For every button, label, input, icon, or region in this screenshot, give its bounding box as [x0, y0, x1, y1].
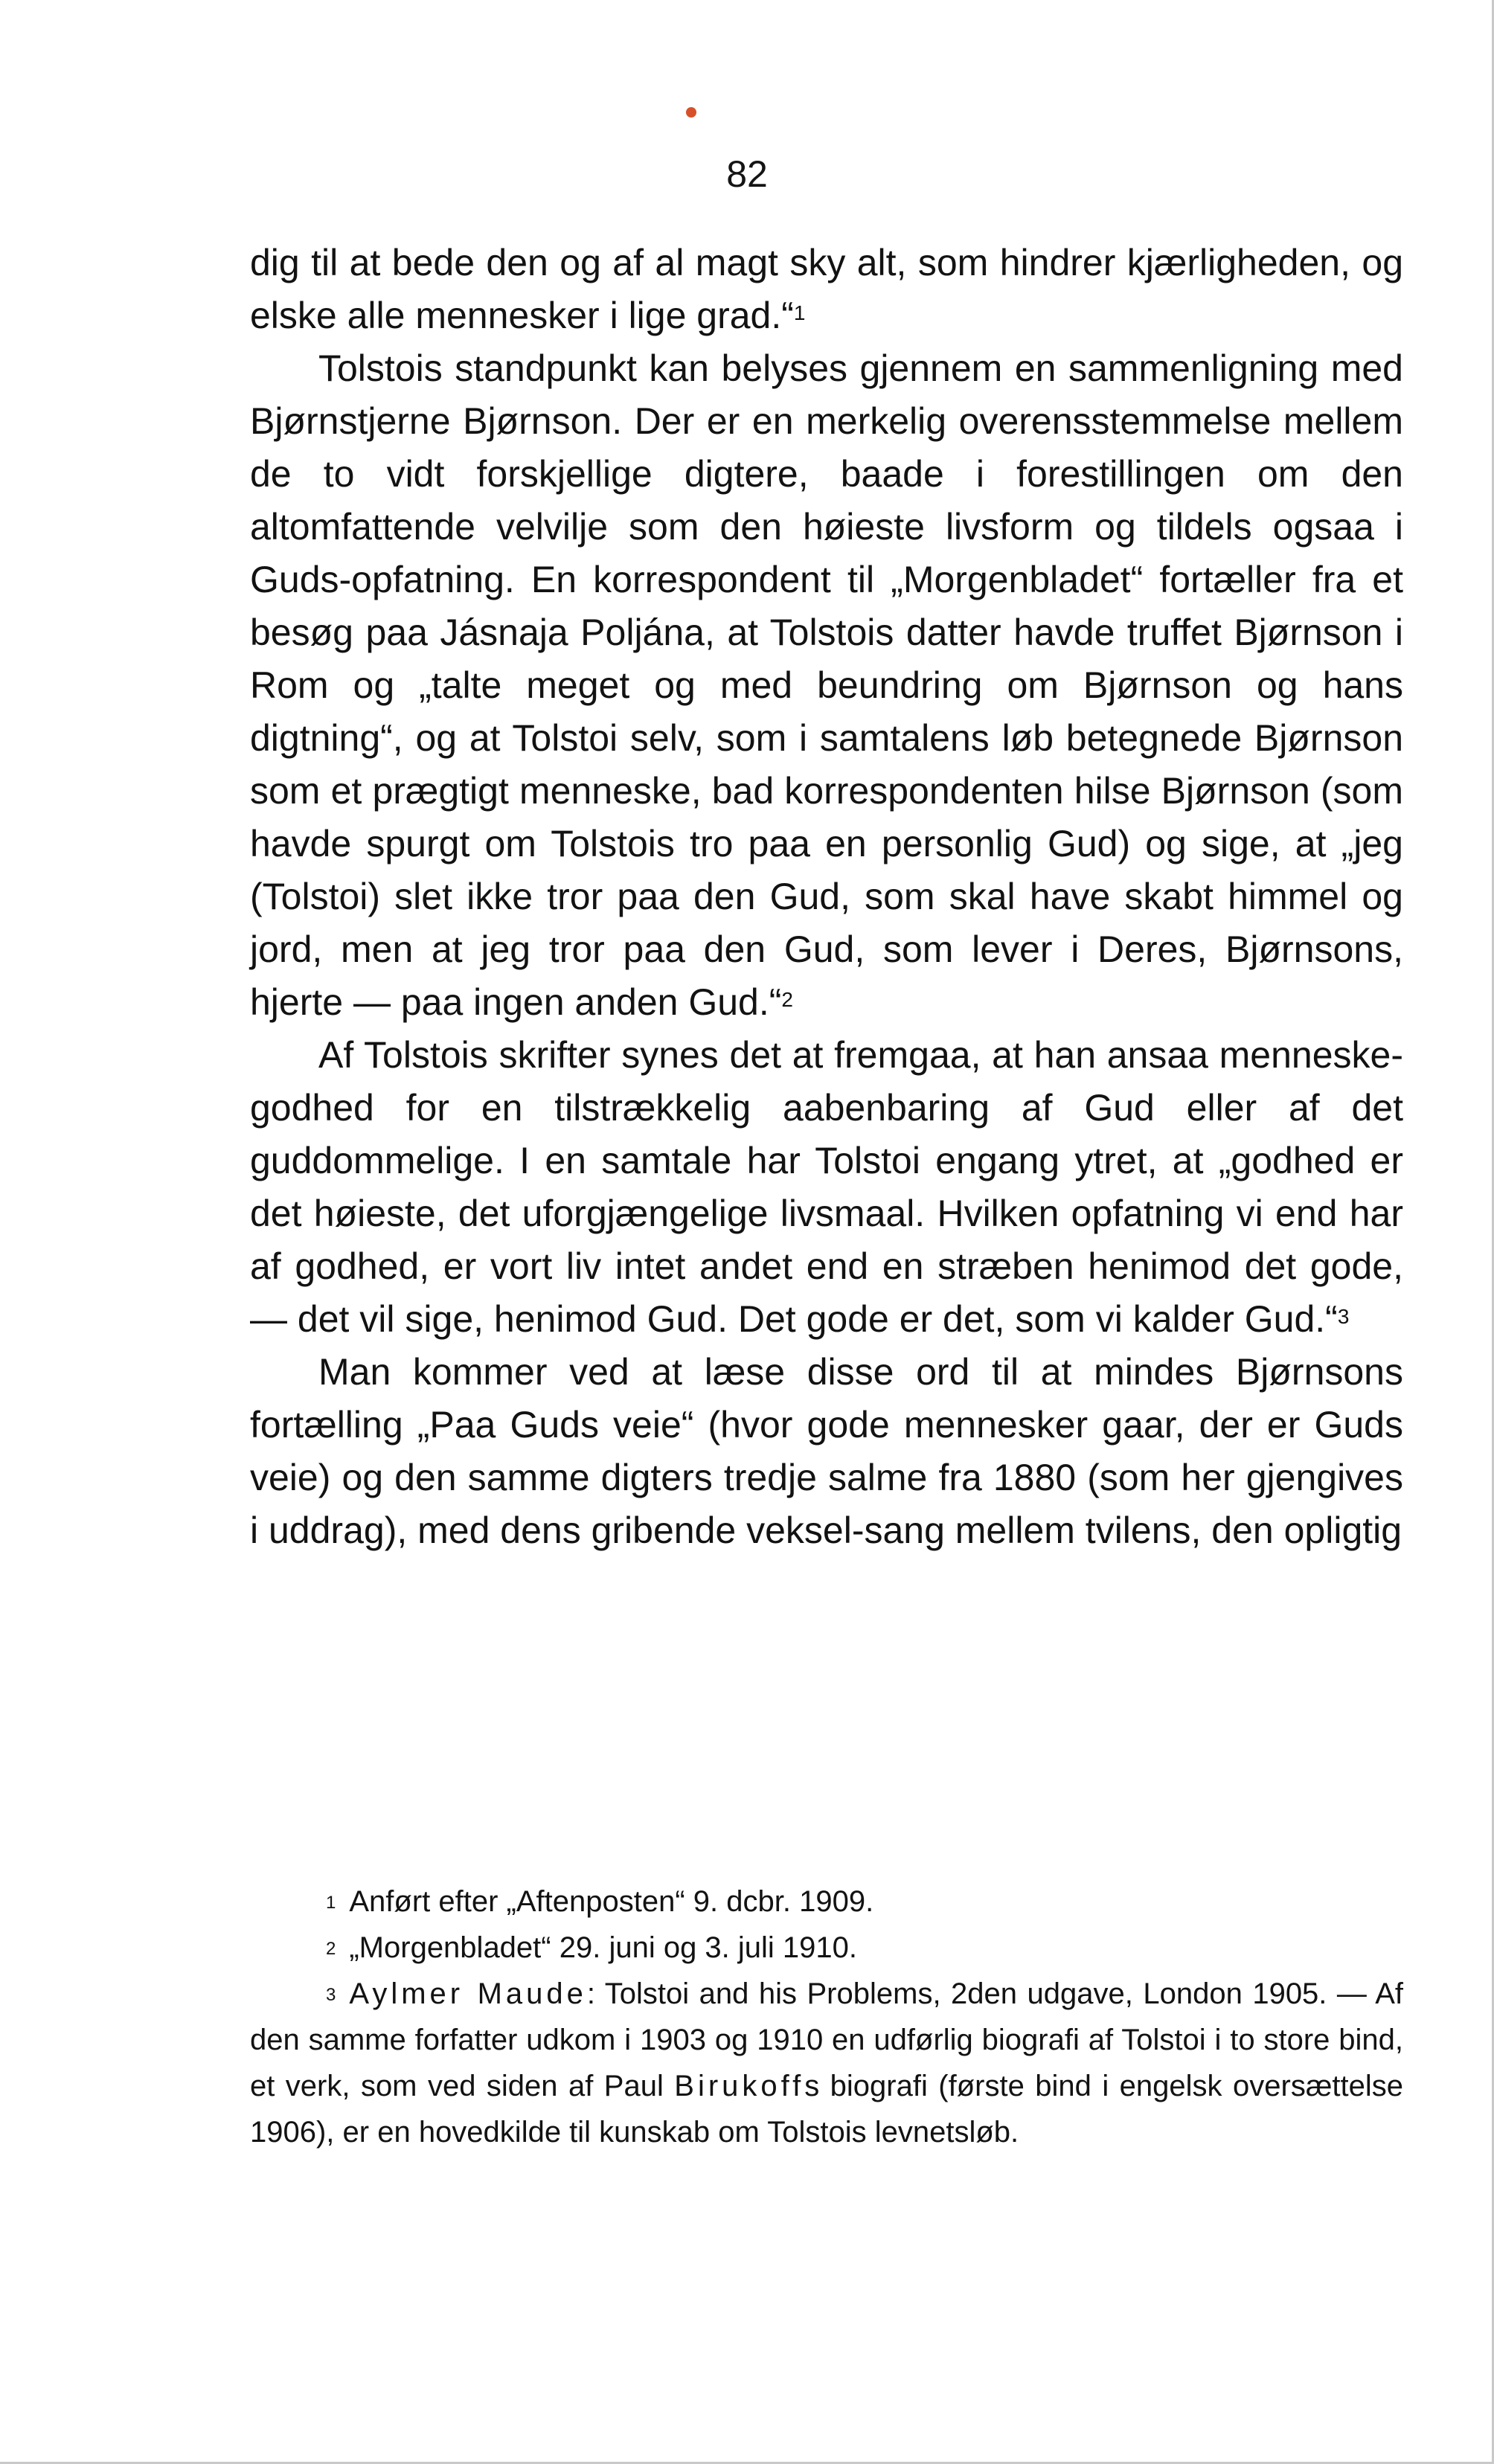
- paragraph-4-text: Man kommer ved at læse disse ord til at mindes Bjørnsons fortælling „Paa Guds veie“ (hvor gode mennesker gaar, der er Guds veie) og den samme digters tredje salme fra 1880 (som her gjengives i uddrag), med dens gribende veksel-sang mellem tvilens, den opligtig: [250, 1351, 1403, 1551]
- paragraph-3-text: Af Tolstois skrifter synes det at fremgaa, at han ansaa menneske-godhed for en tilstrækkelig aabenbaring af Gud eller af det guddommelige. I en samtale har Tolstoi engang ytret, at „godhed er det høieste, det uforgjængelige livsmaal. Hvilken opfatning vi end har af godhed, er vort liv intet andet end en stræben henimod det gode, — det vil sige, henimod Gud. Det gode er det, som vi kalder Gud.“: [250, 1034, 1403, 1340]
- footnote-2-mark: 2: [326, 1939, 336, 1959]
- footnotes: [250, 1879, 1403, 2155]
- ink-speck: [686, 107, 696, 118]
- footnote-2-text: „Morgenbladet“ 29. juni og 3. juli 1910.: [349, 1931, 858, 1964]
- footnote-1-text: Anført efter „Aftenposten“ 9. dcbr. 1909.: [349, 1885, 874, 1918]
- page-number: 82: [726, 153, 768, 195]
- paragraph-2-text: Tolstois standpunkt kan belyses gjennem en sammenligning med Bjørnstjerne Bjørnson. Der er en merkelig overensstemmelse mellem de to vidt forskjellige digtere, baade i forestillingen om den altomfattende velvilje som den høieste livsform og tildels ogsaa i Guds-opfatning. En korrespondent til „Morgenbladet“ fortæller fra et besøg paa Jásnaja Poljána, at Tolstois datter havde truffet Bjørnson i Rom og „talte meget og med beundring om Bjørnson og hans digtning“, og at Tolstoi selv, som i samtalens løb betegnede Bjørnson som et prægtigt menneske, bad korrespondenten hilse Bjørnson (som havde spurgt om Tolstois tro paa en personlig Gud) og sige, at „jeg (Tolstoi) slet ikke tror paa den Gud, som skal have skabt himmel og jord, men at jeg tror paa den Gud, som lever i Deres, Bjørnsons, hjerte — paa ingen anden Gud.“: [250, 347, 1403, 1023]
- footnote-3-text-b: s biografi (første bind i engelsk oversættelse 1906), er en hovedkilde til kunskab om Tolstois levnetsløb.: [250, 2070, 1403, 2149]
- paragraph-1-text: dig til at bede den og af al magt sky alt, som hindrer kjærligheden, og elske alle mennesker i lige grad.“: [250, 242, 1403, 336]
- footnote-3: [250, 1971, 1403, 2155]
- footnote-1-mark: 1: [326, 1893, 336, 1913]
- footnote-ref-2: 2: [781, 988, 793, 1011]
- footnote-3-mark: 3: [326, 1985, 336, 2005]
- footnote-2: [250, 1925, 1403, 1971]
- footnote-ref-3: 3: [1337, 1305, 1350, 1328]
- paragraph-1: [250, 237, 1403, 342]
- paragraph-2: [250, 342, 1403, 1029]
- paragraph-3: [250, 1029, 1403, 1346]
- footnote-1: [250, 1879, 1403, 1925]
- body-text: [250, 237, 1403, 1557]
- footnote-ref-1: 1: [793, 301, 806, 324]
- footnote-3-name-b: Birukoff: [674, 2070, 805, 2102]
- footnote-3-author: Aylmer Maude: [349, 1977, 587, 2010]
- paragraph-4: [250, 1346, 1403, 1557]
- footnote-3-text-a: : Tolstoi and his Problems, 2den udgave, London 1905. — Af den samme forfatter udkom i 1903 og 1910 en udførlig biografi af Tolstoi i to store bind, et verk, som ved siden af Paul: [250, 1977, 1403, 2102]
